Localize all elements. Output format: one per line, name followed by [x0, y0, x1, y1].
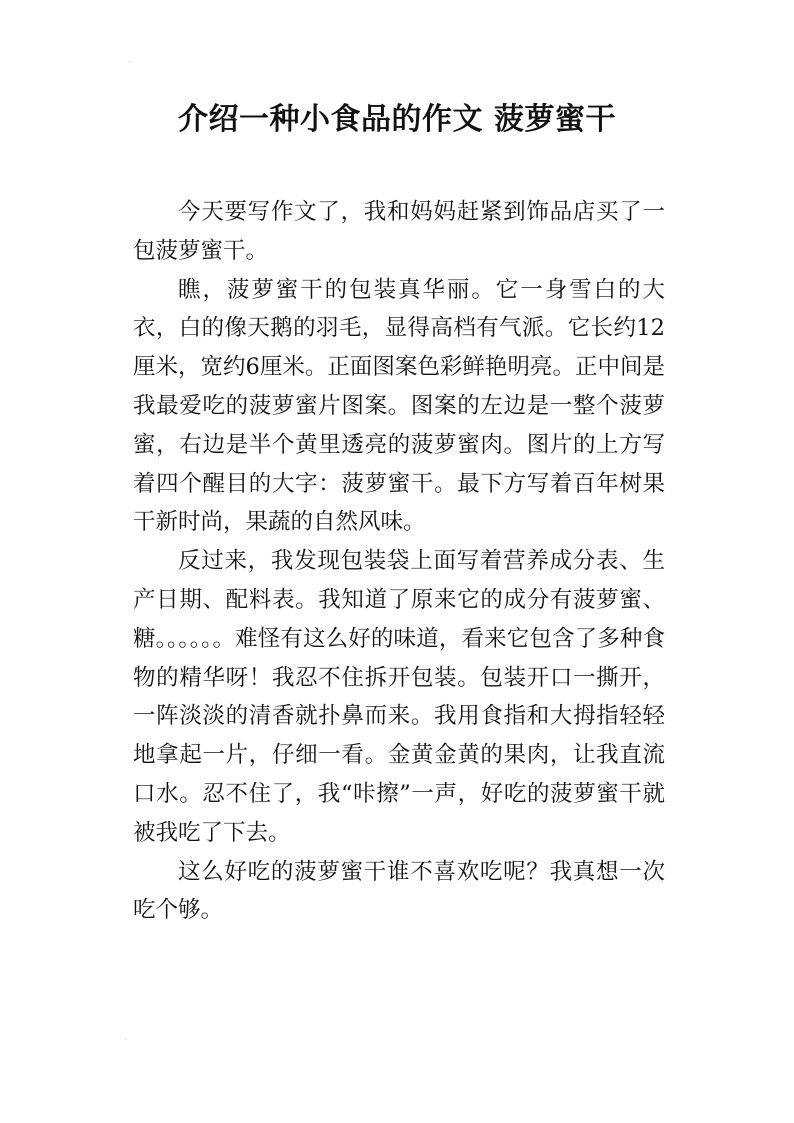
paragraph: 这么好吃的菠萝蜜干谁不喜欢吃呢？我真想一次吃个够。 — [133, 858, 665, 924]
paragraph: 反过来，我发现包装袋上面写着营养成分表、生产日期、配料表。我知道了原来它的成分有菠萝蜜、糖。。。。。。难怪有这么好的味道，看来它包含了多种食物的精华呀！我忍不住拆开包装。包装开口一撕开，一阵淡淡的清香就扑鼻而来。我用食指和大拇指轻轻地拿起一片，仔细一看。金黄金黄的果肉，让我直流口水。忍不住了，我“咔擦”一声，好吃的菠萝蜜干就被我吃了下去。 — [133, 548, 665, 846]
corner-mark-top: · — [128, 58, 131, 68]
document-title: 介绍一种小食品的作文 菠萝蜜干 — [178, 102, 616, 137]
document-body — [133, 193, 665, 930]
paragraph: 瞧，菠萝蜜干的包装真华丽。它一身雪白的大衣，白的像天鹅的羽毛，显得高档有气派。它长约12厘米，宽约6厘米。正面图案色彩鲜艳明亮。正中间是我最爱吃的菠萝蜜片图案。图案的左边是一整个菠萝蜜，右边是半个黄里透亮的菠萝蜜肉。图片的上方写着四个醒目的大字：菠萝蜜干。最下方写着百年树果干新时尚，果蔬的自然风味。 — [133, 276, 665, 536]
paragraph: 今天要写作文了，我和妈妈赶紧到饰品店买了一包菠萝蜜干。 — [133, 199, 665, 264]
corner-mark-bottom: · — [124, 1035, 127, 1045]
